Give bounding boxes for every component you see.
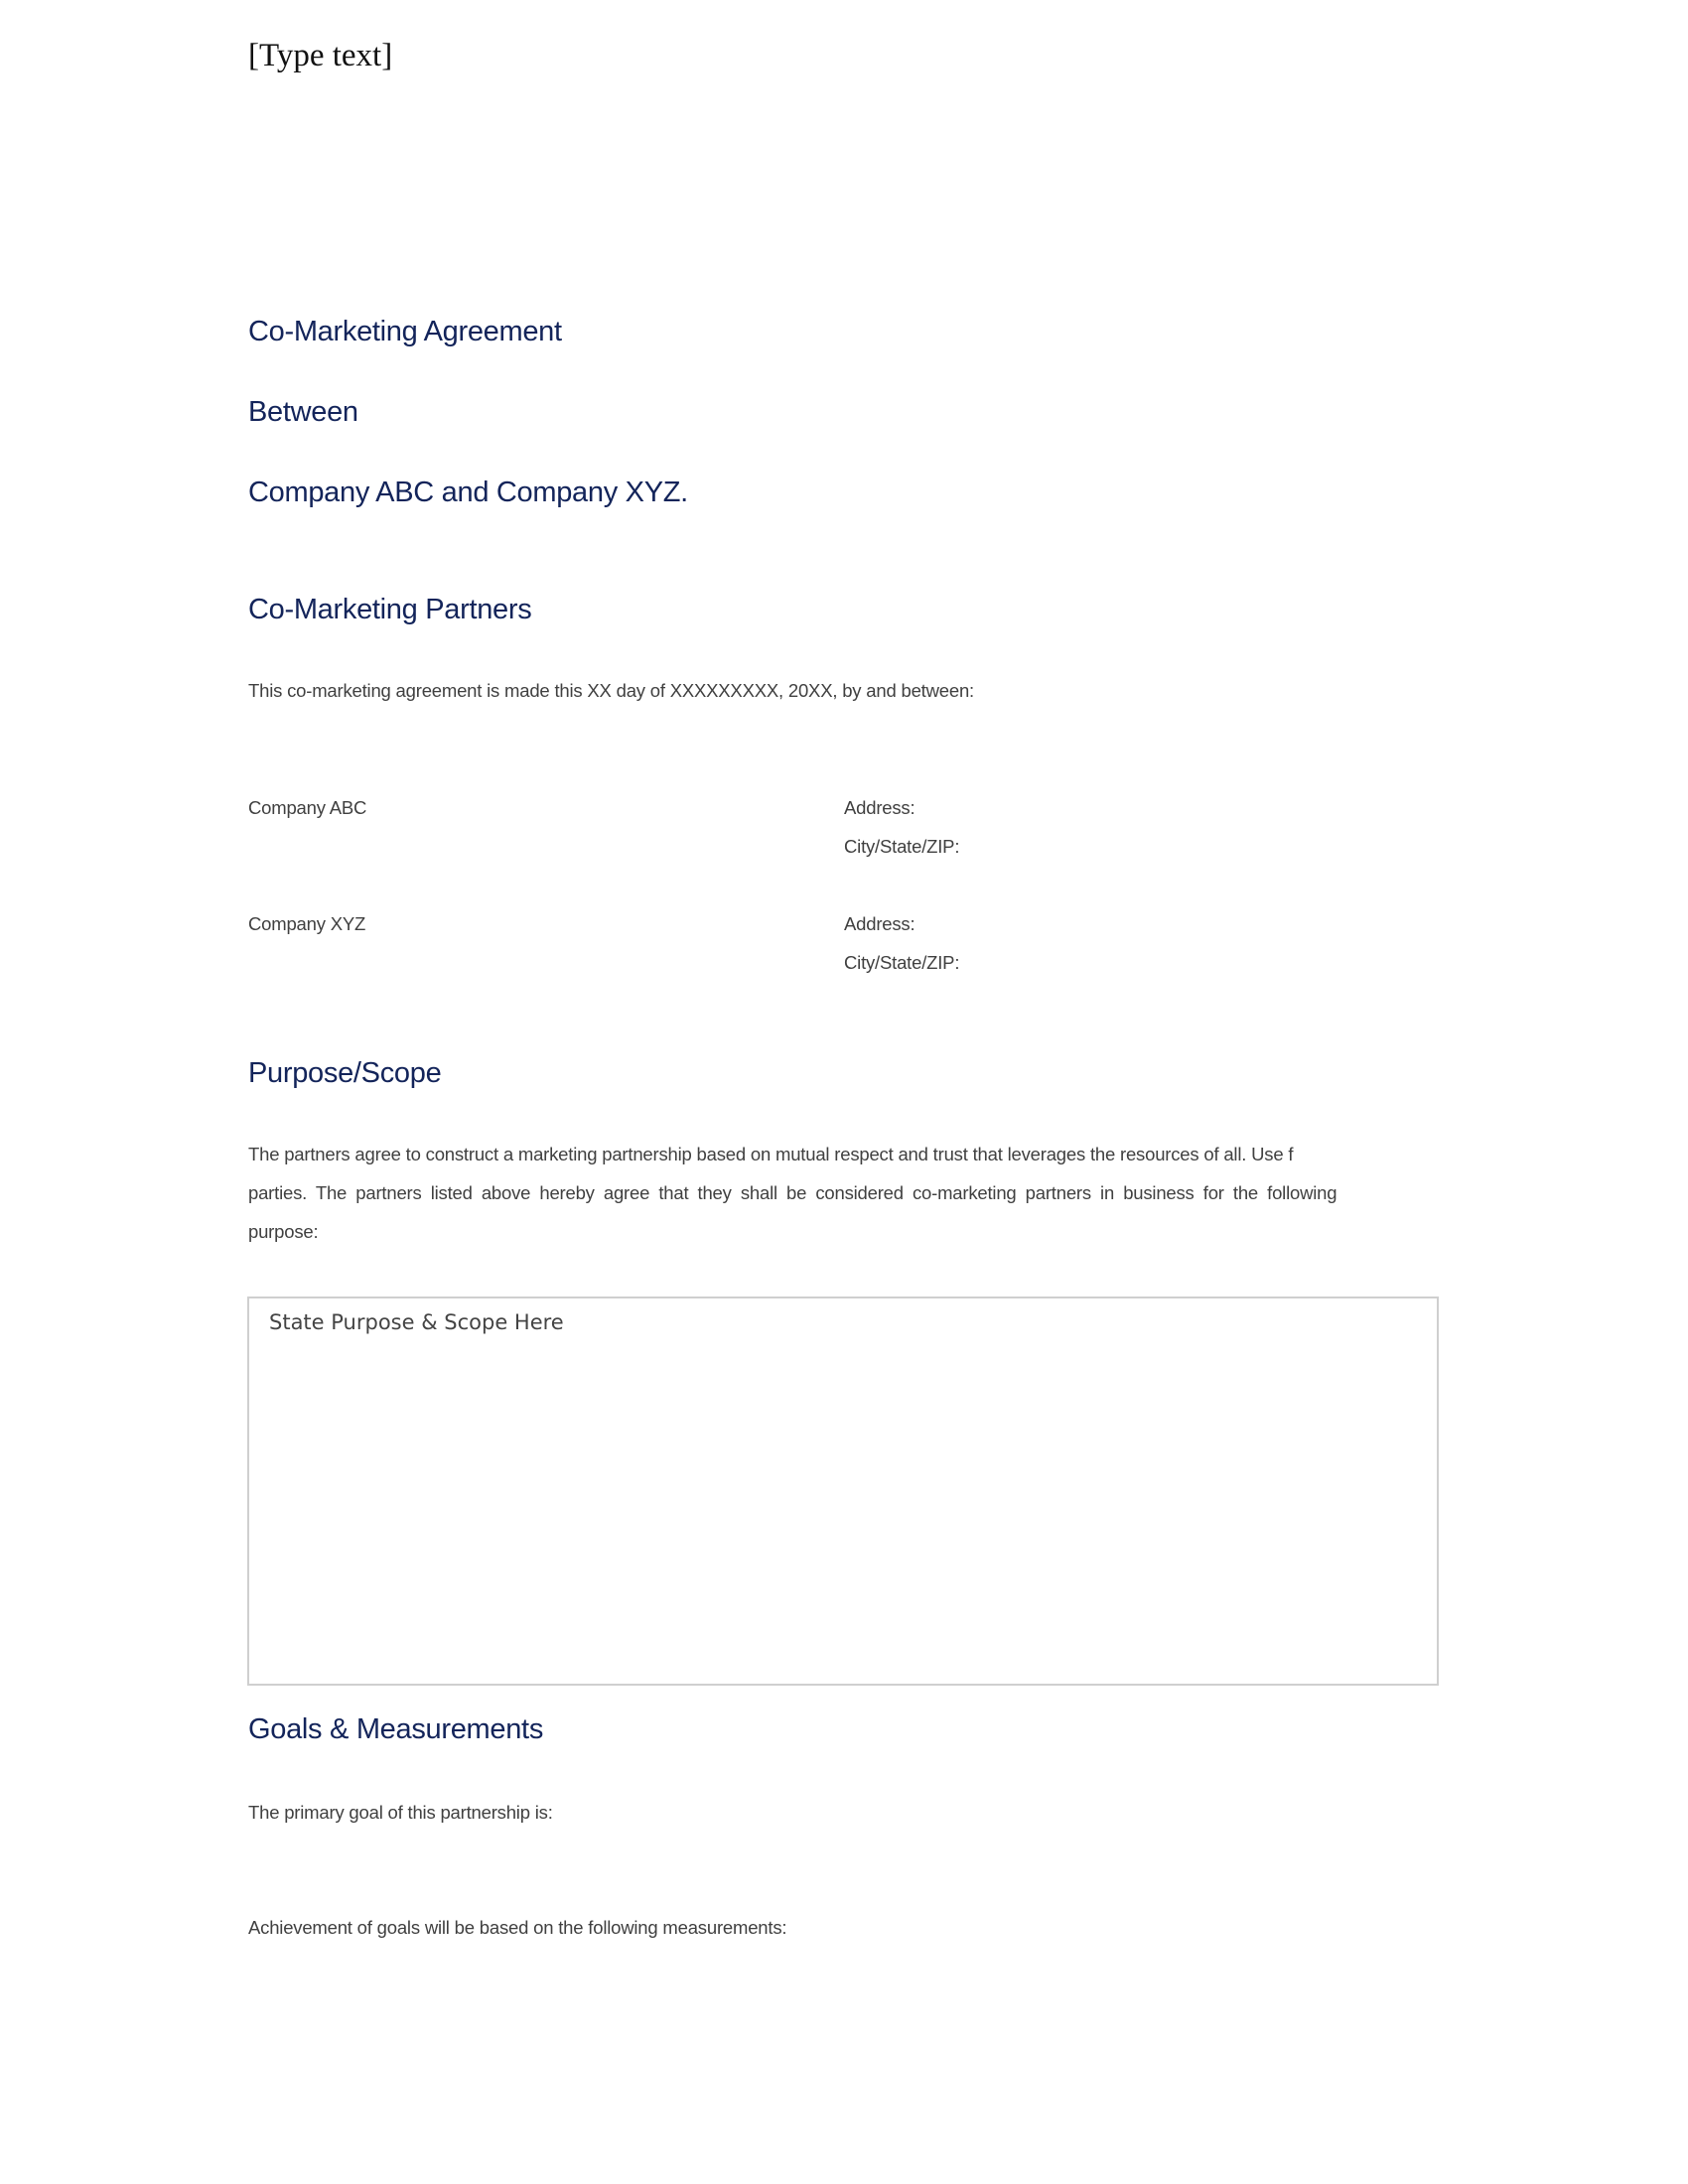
section-heading-purpose: Purpose/Scope	[248, 1057, 442, 1089]
primary-goal-text: The primary goal of this partnership is:	[248, 1802, 553, 1823]
purpose-paragraph-line-2: parties. The partners listed above hereby agree that they shall be considered co-marketing partners in business for the following	[248, 1182, 1337, 1203]
section-heading-goals: Goals & Measurements	[248, 1713, 544, 1745]
measurements-text: Achievement of goals will be based on the following measurements:	[248, 1917, 787, 1938]
document-subtitle-parties: Company ABC and Company XYZ.	[248, 477, 688, 508]
company-xyz-city-label: City/State/ZIP:	[844, 952, 960, 973]
company-xyz-name: Company XYZ	[248, 913, 366, 934]
section-heading-partners: Co-Marketing Partners	[248, 594, 532, 625]
purpose-scope-placeholder: State Purpose & Scope Here	[269, 1310, 564, 1334]
purpose-scope-text-box[interactable]	[247, 1297, 1439, 1686]
purpose-paragraph-line-3: purpose:	[248, 1221, 319, 1242]
document-title: Co-Marketing Agreement	[248, 316, 562, 347]
company-abc-name: Company ABC	[248, 797, 367, 818]
document-subtitle-between: Between	[248, 396, 358, 428]
purpose-paragraph-line-1: The partners agree to construct a marketing partnership based on mutual respect and trust that leverages the resources of all. Use f	[248, 1144, 1294, 1164]
partners-intro-text: This co-marketing agreement is made this XX day of XXXXXXXXX, 20XX, by and between:	[248, 680, 974, 701]
company-xyz-address-label: Address:	[844, 913, 915, 934]
company-abc-address-label: Address:	[844, 797, 915, 818]
company-abc-city-label: City/State/ZIP:	[844, 836, 960, 857]
header-placeholder-text[interactable]: [Type text]	[248, 38, 393, 73]
